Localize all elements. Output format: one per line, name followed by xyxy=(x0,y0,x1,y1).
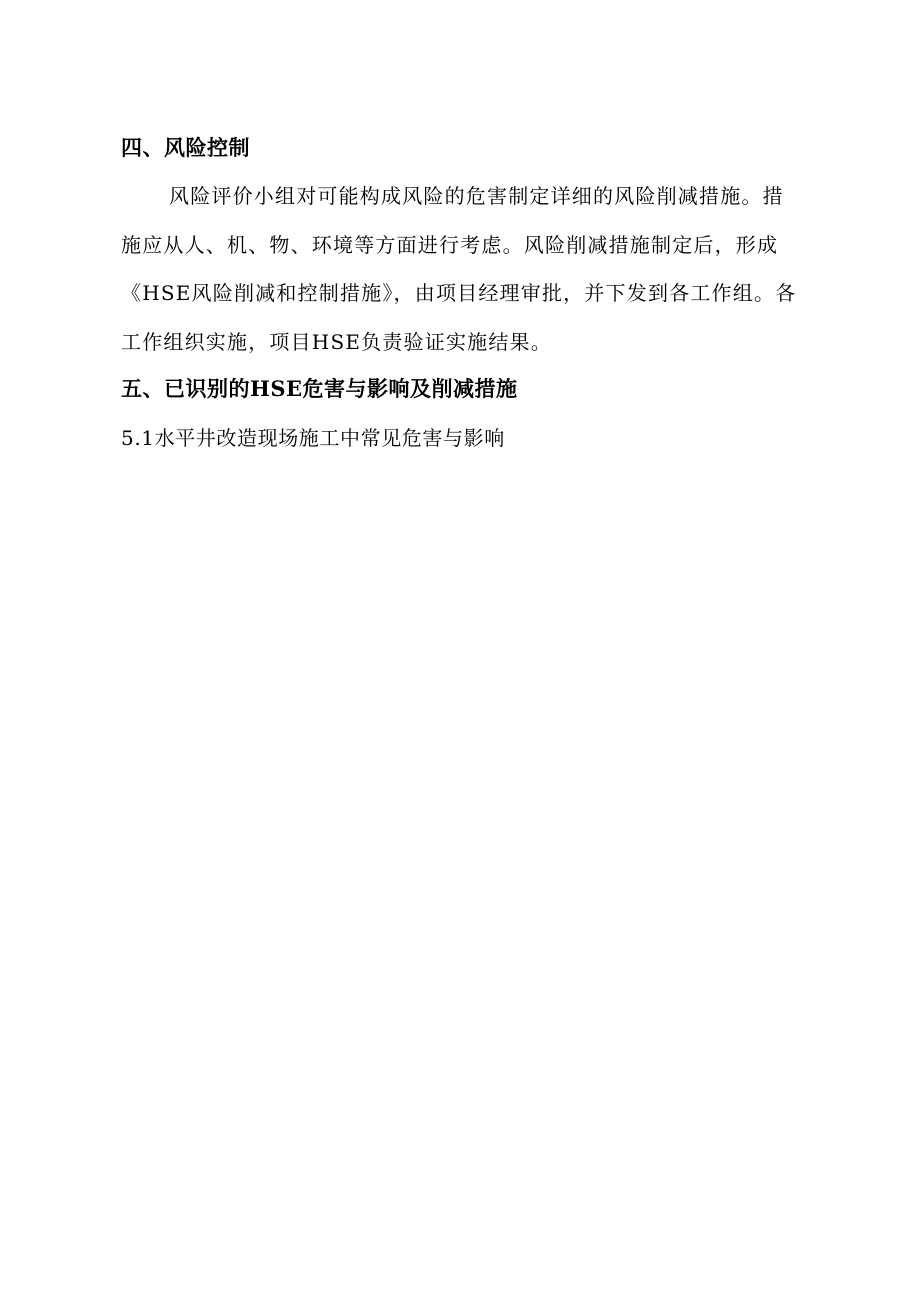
section-5-heading: 五、已识别的HSE危害与影响及削减措施 xyxy=(121,376,518,401)
section-5-1-subheading: 5.1水平井改造现场施工中常见危害与影响 xyxy=(121,426,505,450)
section-4-heading: 四、风险控制 xyxy=(121,135,250,160)
paragraph-line: 工作组织实施，项目HSE负责验证实施结果。 xyxy=(121,329,552,354)
section-4-paragraph xyxy=(121,172,811,366)
paragraph-line: 《HSE风险削减和控制措施》，由项目经理审批，并下发到各工作组。各 xyxy=(121,281,797,305)
paragraph-line: 风险评价小组对可能构成风险的危害制定详细的风险削减措施。措 xyxy=(169,184,784,208)
paragraph-line: 施应从人、机、物、环境等方面进行考虑。风险削减措施制定后，形成 xyxy=(121,232,779,257)
